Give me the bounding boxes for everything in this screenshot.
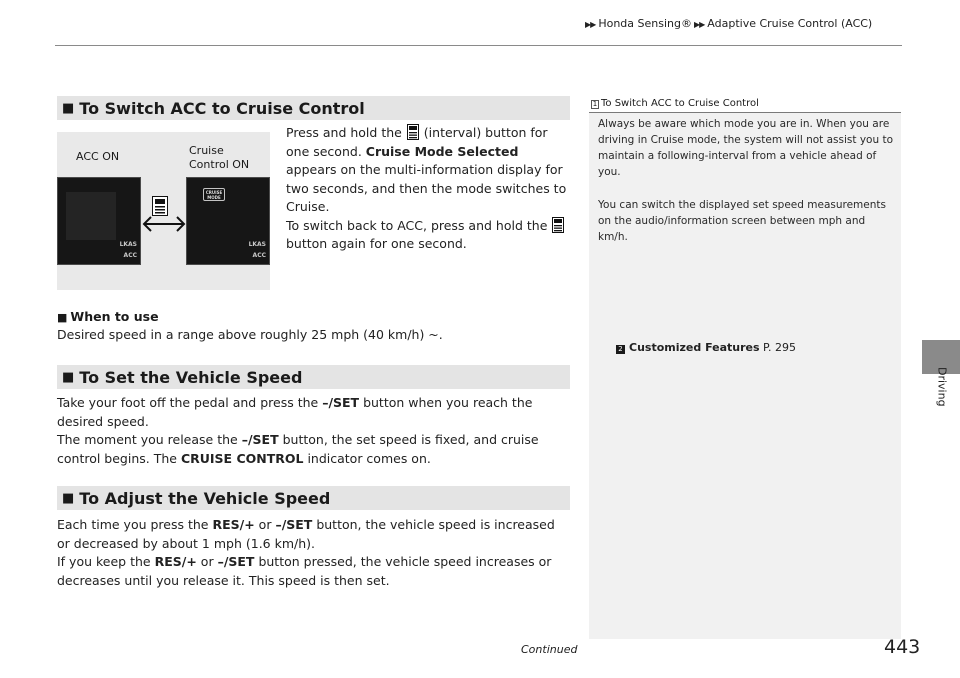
figure-label-acc-on: ACC ON	[76, 150, 120, 163]
square-bullet-icon: ■	[62, 369, 75, 385]
display-acc-on: LKAS ACC	[57, 177, 141, 265]
square-bullet-icon: ■	[57, 311, 68, 324]
sidebar-heading: 1 To Switch ACC to Cruise Control	[589, 96, 901, 113]
note-number-icon: 1	[592, 100, 598, 108]
cruise-mode-indicator: CRUISE MODE	[203, 188, 225, 201]
page-number: 443	[884, 636, 921, 658]
figure-label-cruise-on: Cruise Control ON	[189, 144, 250, 171]
section-heading-switch-acc: ■ To Switch ACC to Cruise Control	[57, 96, 570, 120]
chapter-tab-label[interactable]: Driving	[935, 367, 949, 407]
sidebar-note-units: You can switch the displayed set speed measurements on the audio/information screen between mph and km/h.	[598, 199, 886, 243]
sidebar-notes	[589, 96, 901, 639]
switch-instructions: Press and hold the (interval) button for one second. Cruise Mode Selected appears on the multi-information display for two seconds, and then the mode switches to Cruise. To switch back to ACC, press and hold the button again for one second.	[286, 125, 567, 251]
header-divider	[55, 45, 902, 46]
continued-label: Continued	[521, 643, 578, 656]
reference-arrow-icon: 2	[616, 345, 625, 354]
section-heading-adjust-speed: ■ To Adjust the Vehicle Speed	[57, 486, 570, 510]
set-speed-text: Take your foot off the pedal and press the –/SET button when you reach the desired speed. The moment you release the –/SET button, the set speed is fixed, and cruise control begins. The CRUISE CONTROL indicator comes on.	[57, 395, 539, 466]
interval-button-icon	[552, 217, 564, 233]
interval-button-icon	[407, 124, 419, 140]
section-heading-set-speed: ■ To Set the Vehicle Speed	[57, 365, 570, 389]
breadcrumb-item-acc[interactable]: Adaptive Cruise Control (ACC)	[707, 17, 873, 30]
when-to-use-text: Desired speed in a range above roughly 25 mph (40 km/h) ~.	[57, 327, 443, 342]
cross-reference-link[interactable]: 2 Customized Features P. 295	[616, 341, 796, 354]
adjust-speed-text: Each time you press the RES/+ or –/SET button, the vehicle speed is increased or decreased by about 1 mph (1.6 km/h). If you keep the RES/+ or –/SET button pressed, the vehicle speed increases or decreases until you release it. This speed is then set.	[57, 517, 555, 588]
breadcrumb	[585, 17, 872, 30]
double-chevron-icon: ▶▶	[693, 20, 705, 29]
square-bullet-icon: ■	[62, 490, 75, 506]
breadcrumb-item-honda-sensing[interactable]: Honda Sensing®	[598, 17, 692, 30]
square-bullet-icon: ■	[62, 100, 75, 116]
sidebar-note-mode-awareness: Always be aware which mode you are in. When you are driving in Cruise mode, the system will not assist you to maintain a following-interval from a vehicle ahead of you.	[598, 118, 894, 178]
mode-switch-illustration	[57, 132, 270, 290]
interval-button-icon	[152, 196, 168, 216]
double-chevron-icon: ▶▶	[585, 20, 596, 29]
when-to-use-heading: ■ When to use	[57, 309, 159, 324]
display-cruise-on: CRUISE MODE LKAS ACC	[186, 177, 270, 265]
